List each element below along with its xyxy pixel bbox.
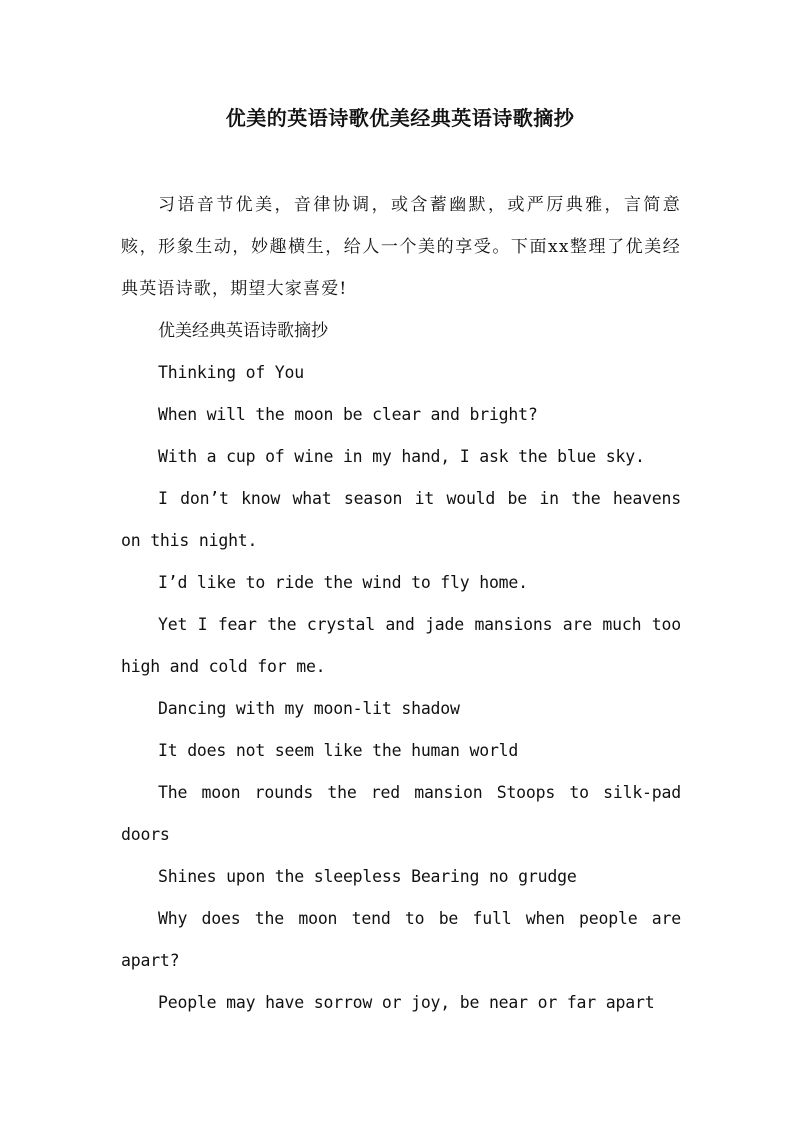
poem-line: I’d like to ride the wind to fly home. xyxy=(158,573,528,592)
document-body xyxy=(121,184,681,1024)
page-title: 优美的英语诗歌优美经典英语诗歌摘抄 xyxy=(225,106,575,130)
intro-paragraph: 习语音节优美，音律协调，或含蓄幽默，或严厉典雅，言简意赅，形象生动，妙趣横生，给人一个美的享受。下面xx整理了优美经典英语诗歌，期望大家喜爱! xyxy=(121,195,681,299)
poem-line: Yet I fear the crystal and jade mansions are much too high and cold for me. xyxy=(121,615,681,676)
poem-line: Why does the moon tend to be full when people are apart? xyxy=(121,909,681,970)
poem-line: Shines upon the sleepless Bearing no grudge xyxy=(158,867,577,886)
poem-title: Thinking of You xyxy=(158,363,305,382)
poem-line: I don’t know what season it would be in the heavens on this night. xyxy=(121,489,681,550)
poem-line: Dancing with my moon-lit shadow xyxy=(158,699,460,718)
section-heading: 优美经典英语诗歌摘抄 xyxy=(158,321,328,341)
poem-line: The moon rounds the red mansion Stoops to silk-pad doors xyxy=(121,783,681,844)
poem-line: It does not seem like the human world xyxy=(158,741,519,760)
poem-line: When will the moon be clear and bright? xyxy=(158,405,538,424)
poem-line: People may have sorrow or joy, be near or far apart xyxy=(158,993,655,1012)
poem-line: With a cup of wine in my hand, I ask the blue sky. xyxy=(158,447,645,466)
